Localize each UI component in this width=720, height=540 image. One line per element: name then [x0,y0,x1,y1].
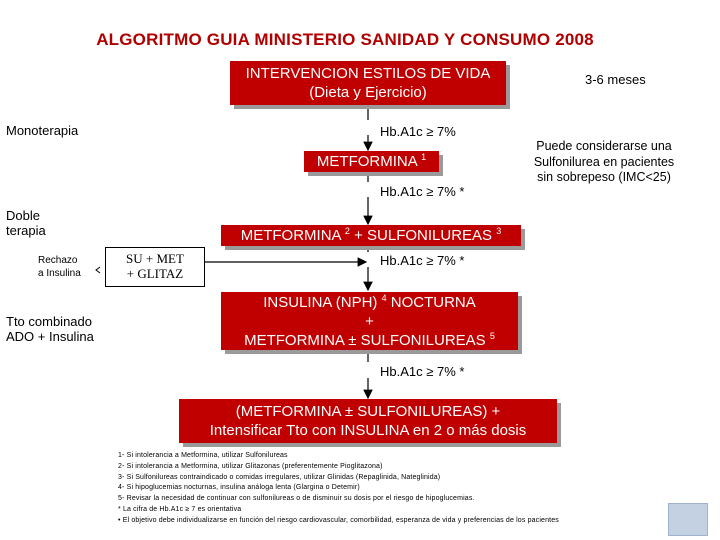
final-line1: (METFORMINA ± SULFONILUREAS) + [235,403,501,420]
hba1c-label-2: Hb.A1c ≥ 7% * [380,184,465,199]
doble-line1: Doble [6,208,40,223]
footnote-7: • El objetivo debe individualizarse en función del riesgo cardiovascular, comorbilidad, esperanza de vida y preferencias de los pacientes [118,516,559,524]
doble-terapia-label [6,208,46,238]
intervencion-line2: (Dieta y Ejercicio) [309,84,427,101]
side-note-line3: sin sobrepeso (IMC<25) [537,170,671,184]
footnotes [118,451,678,527]
insulina-box [221,292,518,350]
met-sulf-text1: METFORMINA [240,227,341,244]
hba1c-label-4: Hb.A1c ≥ 7% * [380,364,465,379]
footnote-6: * La cifra de Hb.A1c ≥ 7 es orientativa [118,505,242,513]
side-note-line1: Puede considerarse una [536,139,672,153]
insulina-sup: 4 [381,292,387,303]
metformina-box [304,151,439,172]
met-sulf-sup1: 2 [344,226,350,236]
doble-line2: terapia [6,223,46,238]
side-note [514,139,694,186]
tto-line1: Tto combinado [6,314,92,329]
footnote-1: 1- Si intolerancia a Metformina, utilizar Sulfonilureas [118,452,288,459]
met-sulf-sup2: 3 [496,226,502,236]
footnote-4: 4- Si hipoglucemias nocturnas, insulina análoga lenta (Glargina o Detemir) [118,484,360,492]
tto-label [6,314,94,344]
hba1c-label-1: Hb.A1c ≥ 7% [380,124,456,139]
metformina-sup: 1 [421,152,427,162]
footnote-3: 3- Si Sulfonilureas contraindicado o comidas irregulares, utilizar Glinidas (Repaglinida, Nateglinida) [118,473,441,481]
insulina-line3: METFORMINA ± SULFONILUREAS [244,331,486,349]
footnote-5: 5- Revisar la necesidad de continuar con sulfonilureas o de disminuir su dosis por el riesgo de hipoglucemias. [118,495,475,503]
su-box-line2: + GLITAZ [126,266,184,281]
bracket [96,267,100,273]
rechazo-line1: Rechazo [38,255,78,266]
duration-label: 3-6 meses [585,72,646,87]
rechazo-line2: a Insulina [38,268,81,279]
met-sulf-box [221,225,521,246]
rechazo-label [38,254,81,280]
insulina-line3-sup: 5 [489,330,495,341]
su-met-glitaz-box [105,247,205,287]
tto-line2: ADO + Insulina [6,329,94,344]
side-note-line2: Sulfonilurea en pacientes [533,154,675,169]
metformina-text: METFORMINA [316,153,417,170]
footnote-2: 2- Si intolerancia a Metformina, utilizar Glitazonas (preferentemente Pioglitazona) [118,462,383,470]
su-box-line1: SU + MET [126,251,184,266]
insulina-text2: NOCTURNA [390,293,476,311]
met-sulf-text2: + SULFONILUREAS [354,227,493,244]
intervencion-box [230,61,506,105]
monoterapia-label: Monoterapia [6,123,79,138]
final-box [179,399,557,443]
page-title: ALGORITMO GUIA MINISTERIO SANIDAD Y CONSUMO 2008 [96,30,594,49]
final-line2: Intensificar Tto con INSULINA en 2 o más dosis [209,422,527,439]
insulina-plus: + [365,312,374,330]
hba1c-label-3: Hb.A1c ≥ 7% * [380,253,465,268]
intervencion-line1: INTERVENCION ESTILOS DE VIDA [245,65,491,82]
corner-decoration [668,503,708,536]
insulina-text: INSULINA (NPH) [263,293,378,311]
